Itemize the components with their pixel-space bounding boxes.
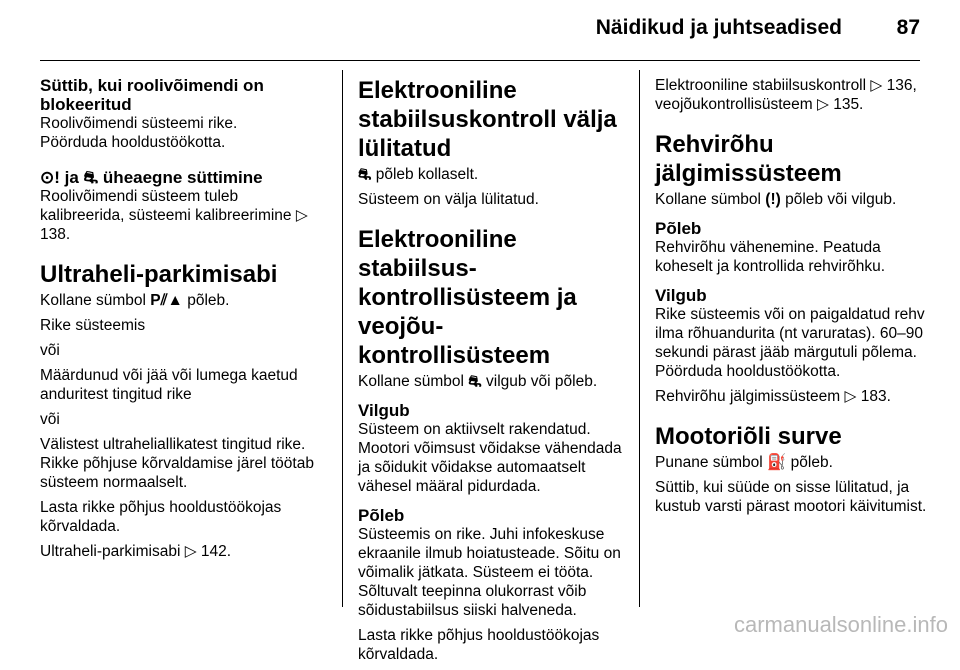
tire-pressure-icon: (!): [765, 191, 781, 208]
paragraph: Süsteem on välja lülitatud.: [358, 191, 539, 208]
paragraph: Süsteem on aktiivselt rakendatud. Mootori võimsust võidakse vähendada ja sõidukit võidakse automaatselt vähesel määral pidurdada.: [358, 421, 622, 495]
esc-icon: ⛐: [468, 373, 482, 390]
section-heading: Põleb: [358, 506, 405, 525]
heading-text: ja: [59, 168, 84, 187]
paragraph: [655, 453, 931, 472]
paragraph: Lasta rikke põhjus hooldustöökojas kõrvaldada.: [40, 499, 282, 535]
paragraph: Määrdunud või jää või lumega kaetud anduritest tingitud rike: [40, 367, 298, 403]
paragraph: [358, 165, 634, 184]
paragraph: Süsteemis on rike. Juhi infokeskuse ekraanile ilmub hoiatusteade. Sõitu on võimalik jätkata. Süsteem ei tööta. Sõltuvalt teepinna olukorrast võib sõidustabiilsus siiski halveneda.: [358, 526, 621, 619]
page-number: 87: [896, 16, 920, 39]
paragraph: Roolivõimendi süsteemi rike.: [40, 115, 238, 132]
paragraph: Rike süsteemis või on paigaldatud rehv ilma rõhuandurita (nt varuratas). 60–90 sekundi pärast jääb märgutuli põlema. Pöörduda hooldustöökotta.: [655, 306, 925, 380]
column-3: [655, 76, 931, 522]
paragraph: Välistest ultraheliallikatest tingitud rike. Rikke põhjuse kõrvaldamise järel töötab süsteem normaalselt.: [40, 436, 314, 491]
oil-pressure-icon: ⛽: [767, 454, 787, 471]
heading-text: üheaegne süttimine: [98, 168, 263, 187]
column-1: [40, 76, 316, 567]
text: Kollane sümbol: [40, 292, 151, 309]
text: põleb kollaselt.: [371, 166, 479, 183]
text: Kollane sümbol: [655, 191, 766, 208]
section-heading: Vilgub: [358, 401, 410, 420]
header-divider: [40, 60, 920, 61]
section-heading: Ultraheli-parkimisabi: [40, 261, 278, 288]
text: põleb.: [182, 292, 230, 309]
esc-off-icon: ⛐: [358, 166, 372, 183]
text: vilgub või põleb.: [481, 373, 598, 390]
section-heading: [40, 168, 316, 187]
paragraph: või: [40, 342, 60, 359]
section-heading: Elektrooniline stabiilsus-kontrollisüsteem ja veojõu-kontrollisüsteem: [358, 226, 577, 369]
paragraph: Ultraheli-parkimisabi ▷ 142.: [40, 543, 232, 560]
paragraph: Rehvirõhu vähenemine. Peatuda koheselt ja kontrollida rehvirõhku.: [655, 239, 886, 275]
column-divider: [342, 70, 343, 607]
column-2: [358, 76, 634, 670]
column-divider: [639, 70, 640, 607]
section-heading: Vilgub: [655, 286, 707, 305]
paragraph: Rike süsteemis: [40, 317, 146, 334]
watermark: carmanualsonline.info: [733, 612, 948, 637]
paragraph: Roolivõimendi süsteem tuleb kalibreerida, süsteemi kalibreerimine ▷ 138.: [40, 188, 308, 243]
paragraph: Lasta rikke põhjus hooldustöökojas kõrvaldada.: [358, 627, 600, 663]
text: põleb või vilgub.: [780, 191, 897, 208]
power-steering-warning-icon: ⊙!: [40, 168, 60, 187]
page-header-title: Näidikud ja juhtseadised: [595, 16, 842, 39]
esc-warning-icon: ⛐: [83, 168, 99, 187]
text: Punane sümbol: [655, 454, 768, 471]
section-heading: Rehvirõhu jälgimissüsteem: [655, 131, 842, 187]
section-heading: Süttib, kui roolivõimendi on blokeeritud: [40, 76, 264, 114]
parking-assist-icon: P⫽▲: [150, 292, 183, 309]
paragraph: Elektrooniline stabiilsuskontroll ▷ 136, veojõukontrollisüsteem ▷ 135.: [655, 77, 917, 113]
section-heading: Elektrooniline stabiilsuskontroll välja lülitatud: [358, 77, 617, 162]
text: Kollane sümbol: [358, 373, 469, 390]
paragraph: või: [40, 411, 60, 428]
paragraph: Rehvirõhu jälgimissüsteem ▷ 183.: [655, 388, 891, 405]
paragraph: Pöörduda hooldustöökotta.: [40, 134, 226, 151]
paragraph: Süttib, kui süüde on sisse lülitatud, ja kustub varsti pärast mootori käivitumist.: [655, 479, 927, 515]
section-heading: Põleb: [655, 219, 702, 238]
section-heading: Mootoriõli surve: [655, 423, 842, 450]
paragraph: [655, 190, 931, 209]
text: põleb.: [786, 454, 833, 471]
paragraph: [40, 291, 316, 310]
paragraph: [358, 372, 634, 391]
